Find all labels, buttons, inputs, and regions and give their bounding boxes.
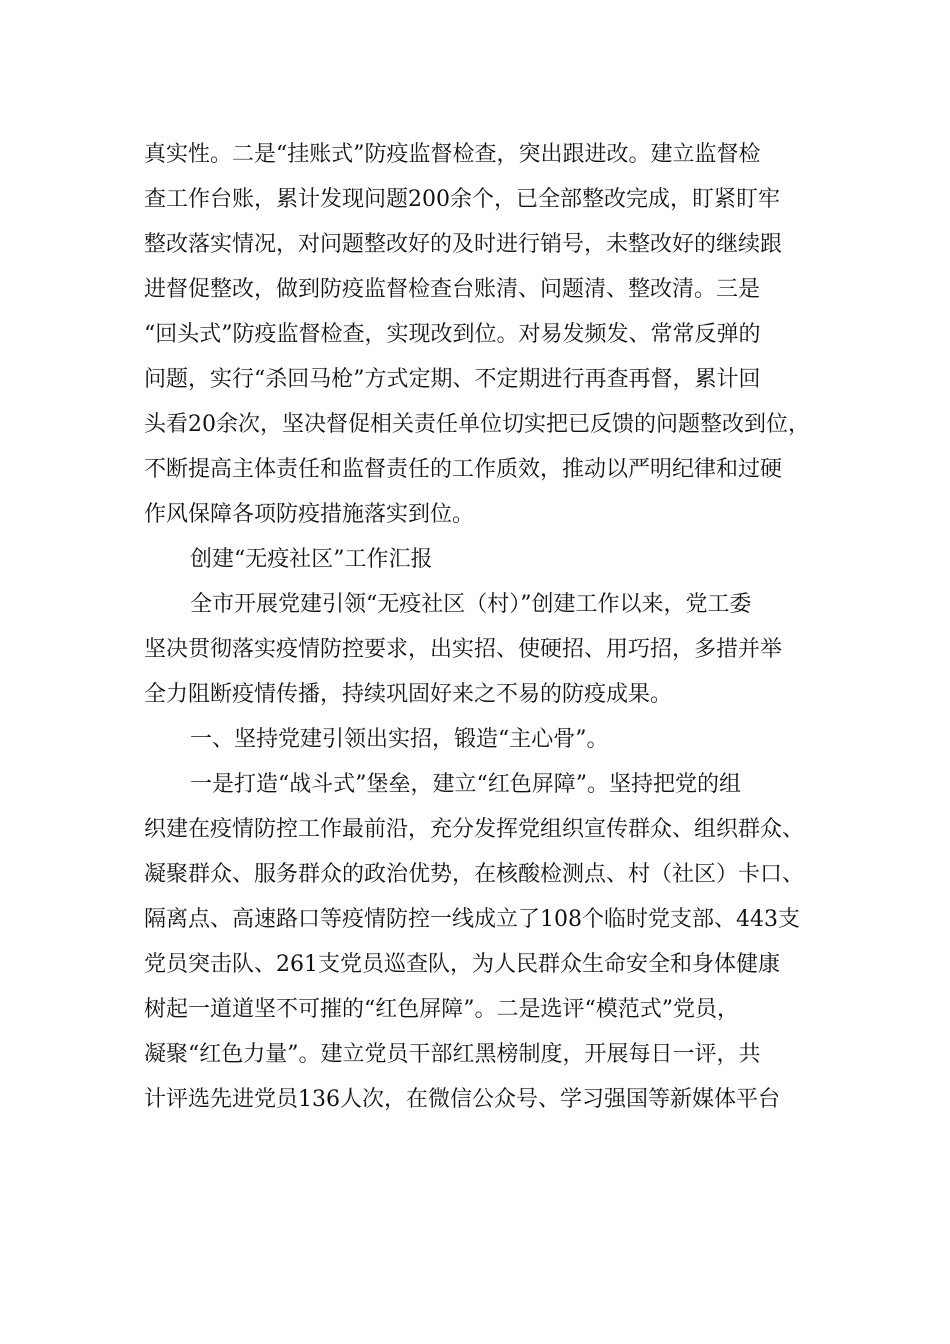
text-line: 全力阻断疫情传播，持续巩固好来之不易的防疫成果。	[144, 682, 673, 707]
text-line: 隔离点、高速路口等疫情防控一线成立了108个临时党支部、443支	[144, 907, 800, 932]
text-line: “回头式”防疫监督检查，实现改到位。对易发频发、常常反弹的	[144, 322, 761, 347]
text-line: 党员突击队、261支党员巡查队，为人民群众生命安全和身体健康	[144, 952, 780, 977]
text-line: 树起一道道坚不可摧的“红色屏障”。二是选评“模范式”党员，	[144, 997, 739, 1022]
section-heading: 一、坚持党建引领出实招，锻造“主心骨”。	[190, 727, 609, 752]
text-line: 头看20余次，坚决督促相关责任单位切实把已反馈的问题整改到位，	[144, 412, 810, 437]
text-line: 不断提高主体责任和监督责任的工作质效，推动以严明纪律和过硬	[144, 457, 783, 482]
section-title: 创建“无疫社区”工作汇报	[190, 547, 433, 572]
text-line: 全市开展党建引领“无疫社区（村）”创建工作以来，党工委	[190, 592, 752, 617]
text-line: 查工作台账，累计发现问题200余个，已全部整改完成，盯紧盯牢	[144, 187, 780, 212]
text-line: 凝聚“红色力量”。建立党员干部红黑榜制度，开展每日一评，共	[144, 1042, 761, 1067]
text-line: 计评选先进党员136人次，在微信公众号、学习强国等新媒体平台	[144, 1087, 780, 1112]
text-line: 织建在疫情防控工作最前沿，充分发挥党组织宣传群众、组织群众、	[144, 817, 805, 842]
text-line: 真实性。二是“挂账式”防疫监督检查，突出跟进改。建立监督检	[144, 142, 761, 167]
text-line: 凝聚群众、服务群众的政治优势，在核酸检测点、村（社区）卡口、	[144, 862, 805, 887]
text-line: 一是打造“战斗式”堡垒，建立“红色屏障”。坚持把党的组	[190, 772, 741, 797]
text-line: 整改落实情况，对问题整改好的及时进行销号，未整改好的继续跟	[144, 232, 783, 257]
text-line: 作风保障各项防疫措施落实到位。	[144, 502, 475, 527]
text-line: 进督促整改，做到防疫监督检查台账清、问题清、整改清。三是	[144, 277, 761, 302]
document-body	[144, 132, 834, 1122]
text-line: 坚决贯彻落实疫情防控要求，出实招、使硬招、用巧招，多措并举	[144, 637, 783, 662]
text-line: 问题，实行“杀回马枪”方式定期、不定期进行再查再督，累计回	[144, 367, 761, 392]
